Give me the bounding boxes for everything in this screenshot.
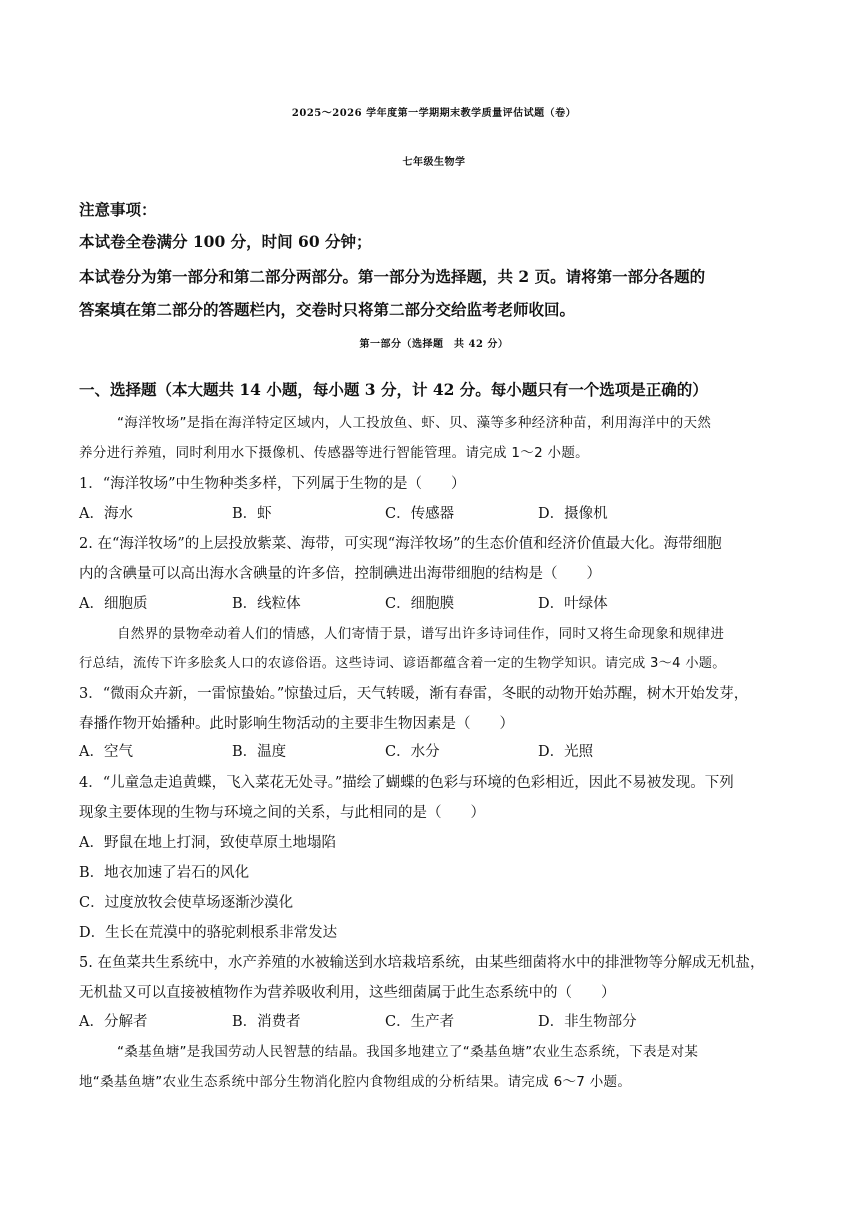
question-2-stem-line-1: 2. 在“海洋牧场”的上层投放紫菜、海带，可实现“海洋牧场”的生态价值和经济价值最大化。海带细胞 <box>79 536 722 552</box>
question-2-stem-line-2: 内的含碘量可以高出海水含碘量的许多倍，控制碘进出海带细胞的结构是（ ） <box>79 566 601 582</box>
intro-paragraph-2-line-1: 自然界的景物牵动着人们的情感，人们寄情于景，谱写出许多诗词佳作，同时又将生命现象和规律进 <box>117 626 725 642</box>
question-3-option-a: A．空气 <box>79 744 133 760</box>
intro-paragraph-3-line-2: 地“桑基鱼塘”农业生态系统中部分生物消化腔内食物组成的分析结果。请完成 6～7 小题。 <box>79 1074 632 1090</box>
question-5-option-d: D．非生物部分 <box>538 1014 637 1030</box>
intro-paragraph-2-line-2: 行总结，流传下许多脍炙人口的农谚俗语。这些诗词、谚语都蕴含着一定的生物学知识。请完成 3～4 小题。 <box>79 656 726 671</box>
question-1-option-a: A．海水 <box>79 506 133 522</box>
question-4-option-d: D．生长在荒漠中的骆驼刺根系非常发达 <box>79 925 338 941</box>
question-4-option-b: B．地衣加速了岩石的风化 <box>79 865 250 881</box>
notice-line-3: 答案填在第二部分的答题栏内，交卷时只将第二部分交给监考老师收回。 <box>79 300 576 319</box>
section-heading: 一、选择题（本大题共 14 小题，每小题 3 分，计 42 分。每小题只有一个选项是正确的） <box>79 380 708 399</box>
question-5-option-a: A．分解者 <box>79 1014 148 1030</box>
question-5-stem-line-1: 5. 在鱼菜共生系统中，水产养殖的水被输送到水培栽培系统，由某些细菌将水中的排泄物等分解成无机盐， <box>79 955 765 971</box>
question-2-option-c: C．细胞膜 <box>385 596 455 612</box>
question-3-stem-line-1: 3．“微雨众卉新，一雷惊蛰始。”惊蛰过后，天气转暖，渐有春雷，冬眠的动物开始苏醒，树木开始发芽， <box>79 686 749 702</box>
notice-heading: 注意事项： <box>79 200 157 219</box>
intro-paragraph-3-line-1: “桑基鱼塘”是我国劳动人民智慧的结晶。我国多地建立了“桑基鱼塘”农业生态系统，下表是对某 <box>117 1044 699 1060</box>
question-5-stem-line-2: 无机盐又可以直接被植物作为营养吸收利用，这些细菌属于此生态系统中的（ ） <box>79 985 616 1001</box>
intro-paragraph-1-line-1: “海洋牧场”是指在海洋特定区域内，人工投放鱼、虾、贝、藻等多种经济种苗，利用海洋中的天然 <box>117 415 712 431</box>
question-4-option-a: A．野鼠在地上打洞，致使草原土地塌陷 <box>79 835 336 851</box>
question-2-option-d: D．叶绿体 <box>538 596 608 612</box>
question-1-option-c: C．传感器 <box>385 506 455 522</box>
page-title: 2025～2026 学年度第一学期期末教学质量评估试题（卷） <box>291 108 577 119</box>
notice-line-2: 本试卷分为第一部分和第二部分两部分。第一部分为选择题，共 2 页。请将第一部分各题的 <box>79 267 706 286</box>
question-2-option-b: B．线粒体 <box>232 596 301 612</box>
question-1-option-d: D．摄像机 <box>538 506 608 522</box>
question-5-option-c: C．生产者 <box>385 1014 455 1030</box>
question-3-option-c: C．水分 <box>385 744 440 760</box>
page-subtitle: 七年级生物学 <box>402 157 466 168</box>
question-3-option-d: D．光照 <box>538 744 594 760</box>
intro-paragraph-1-line-2: 养分进行养殖，同时利用水下摄像机、传感器等进行智能管理。请完成 1～2 小题。 <box>79 445 589 461</box>
question-1-stem: 1．“海洋牧场”中生物种类多样，下列属于生物的是（ ） <box>79 476 466 492</box>
part-one-title: 第一部分（选择题 共 42 分） <box>359 339 509 350</box>
question-3-stem-line-2: 春播作物开始播种。此时影响生物活动的主要非生物因素是（ ） <box>79 716 514 732</box>
question-3-option-b: B．温度 <box>232 744 287 760</box>
question-2-option-a: A．细胞质 <box>79 596 148 612</box>
notice-line-1: 本试卷全卷满分 100 分，时间 60 分钟； <box>79 232 372 251</box>
question-4-stem-line-1: 4．“儿童急走追黄蝶，飞入菜花无处寻。”描绘了蝴蝶的色彩与环境的色彩相近，因此不易被发现。下列 <box>79 775 734 791</box>
question-4-stem-line-2: 现象主要体现的生物与环境之间的关系，与此相同的是（ ） <box>79 805 485 821</box>
question-1-option-b: B．虾 <box>232 506 272 522</box>
question-4-option-c: C．过度放牧会使草场逐渐沙漠化 <box>79 895 294 911</box>
question-5-option-b: B．消费者 <box>232 1014 301 1030</box>
